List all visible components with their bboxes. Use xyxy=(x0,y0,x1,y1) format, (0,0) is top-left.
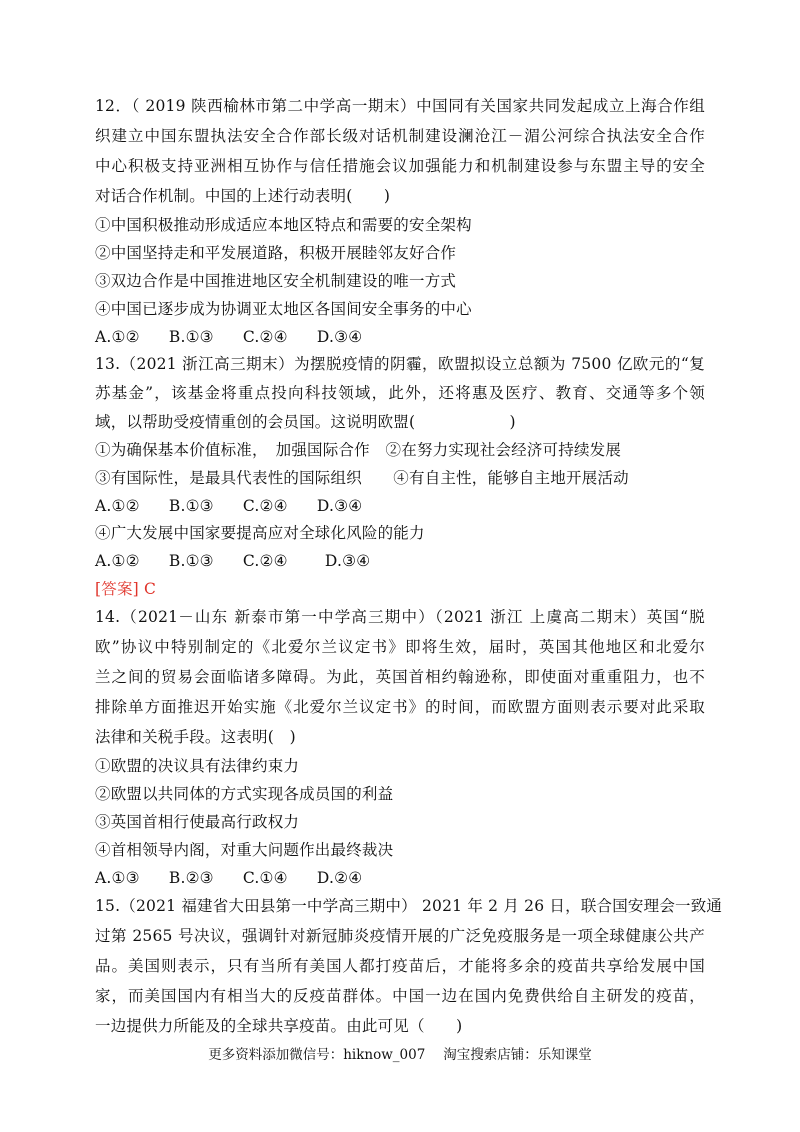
q14-option-c: C.①④ xyxy=(242,869,288,887)
q13-extra-option-c: C.②④ xyxy=(242,552,288,570)
q14-item: ④首相领导内阁，对重大问题作出最终裁决 xyxy=(95,841,394,859)
q13-stem-line: 苏基金”，该基金将重点投向科技领域，此外，还将惠及医疗、教育、交通等多个领 xyxy=(95,384,705,402)
q12-stem-line: 织建立中国东盟执法安全合作部长级对话机制建设澜沧江－湄公河综合执法安全合作 xyxy=(95,127,705,145)
q15-stem-line: 品。美国则表示，只有当所有美国人都打疫苗后，才能将多余的疫苗共享给发展中国 xyxy=(95,957,705,975)
q13-extra-option-d: D.③④ xyxy=(324,552,371,570)
q15-stem-line: 家，而美国国内有相当大的反疫苗群体。中国一边在国内免费供给自主研发的疫苗， xyxy=(95,987,705,1005)
q13-options xyxy=(95,496,386,516)
q13-extra-option-b: B.①③ xyxy=(168,552,214,570)
q14-stem-line: 法律和关税手段。这表明( ) xyxy=(95,728,296,746)
q15-stem-line: 15.（2021 福建省大田县第一中学高三期中） 2021 年 2 月 26 日，联合国安理会一致通 xyxy=(95,897,723,915)
q13-answer: [答案] C xyxy=(95,580,157,598)
q14-options xyxy=(95,868,386,888)
q13-option-c: C.②④ xyxy=(242,497,288,515)
footer-wechat: 更多资料添加微信号：hiknow_007 xyxy=(208,1047,426,1063)
q12-stem-line: 中心积极支持亚洲相互协作与信任措施会议加强能力和机制建设参与东盟主导的安全 xyxy=(95,157,705,175)
q14-stem-line: 排除单方面推迟开始实施《北爱尔兰议定书》的时间，而欧盟方面则表示要对此采取 xyxy=(95,698,705,716)
q14-option-b: B.②③ xyxy=(168,869,214,887)
q13-option-a: A.①② xyxy=(95,497,140,515)
q12-option-c: C.②④ xyxy=(242,328,288,346)
q12-option-b: B.①③ xyxy=(168,328,214,346)
q13-stem-line: 域，以帮助受疫情重创的会员国。这说明欧盟( ) xyxy=(95,413,516,431)
footer-taobao: 淘宝搜索店铺：乐知课堂 xyxy=(443,1047,592,1063)
q13-stem-line: 13.（2021 浙江高三期末）为摆脱疫情的阴霾，欧盟拟设立总额为 7500 亿欧元的“复 xyxy=(95,355,705,373)
q14-stem-line: 兰之间的贸易会面临诸多障碍。为此，英国首相约翰逊称，即使面对重重阻力，也不 xyxy=(95,668,705,686)
q12-item: ①中国积极推动形成适应本地区特点和需要的安全架构 xyxy=(95,216,472,234)
q15-stem-line: 一边提供力所能及的全球共享疫苗。由此可见（ ) xyxy=(95,1017,463,1035)
q13-extra-item: ④广大发展中国家要提高应对全球化风险的能力 xyxy=(95,524,425,542)
q13-option-b: B.①③ xyxy=(168,497,214,515)
q13-extra-option-a: A.①② xyxy=(95,552,140,570)
q13-option-d: D.③④ xyxy=(316,497,363,515)
q14-item: ③英国首相行使最高行政权力 xyxy=(95,813,300,831)
q12-item: ②中国坚持走和平发展道路，积极开展睦邻友好合作 xyxy=(95,244,457,262)
q14-stem-line: 欧”协议中特别制定的《北爱尔兰议定书》即将生效，届时，英国其他地区和北爱尔 xyxy=(95,638,705,656)
q12-stem-line: 12．（ 2019 陕西榆林市第二中学高一期末）中国同有关国家共同发起成立上海合作组 xyxy=(95,97,705,115)
q13-extra-options xyxy=(95,551,394,571)
page-footer xyxy=(0,1046,800,1064)
q13-item: ③有国际性，是最具代表性的国际组织 ④有自主性，能够自主地开展活动 xyxy=(95,469,629,487)
q14-item: ①欧盟的决议具有法律约束力 xyxy=(95,757,300,775)
q12-stem-line: 对话合作机制。中国的上述行动表明( ) xyxy=(95,187,391,205)
q12-option-d: D.③④ xyxy=(316,328,363,346)
q14-stem-line: 14.（2021－山东 新泰市第一中学高三期中）（2021 浙江 上虞高二期末）英国“脱 xyxy=(95,608,705,626)
q13-item: ①为确保基本价值标准， 加强国际合作 ②在努力实现社会经济可持续发展 xyxy=(95,441,622,459)
q15-stem-line: 过第 2565 号决议，强调针对新冠肺炎疫情开展的广泛免疫服务是一项全球健康公共产 xyxy=(95,927,705,945)
q12-options xyxy=(95,327,386,347)
q12-item: ③双边合作是中国推进地区安全机制建设的唯一方式 xyxy=(95,272,457,290)
q12-item: ④中国已逐步成为协调亚太地区各国间安全事务的中心 xyxy=(95,300,472,318)
q14-item: ②欧盟以共同体的方式实现各成员国的利益 xyxy=(95,785,394,803)
q14-option-d: D.②④ xyxy=(316,869,363,887)
q12-option-a: A.①② xyxy=(95,328,140,346)
q14-option-a: A.①③ xyxy=(95,869,140,887)
